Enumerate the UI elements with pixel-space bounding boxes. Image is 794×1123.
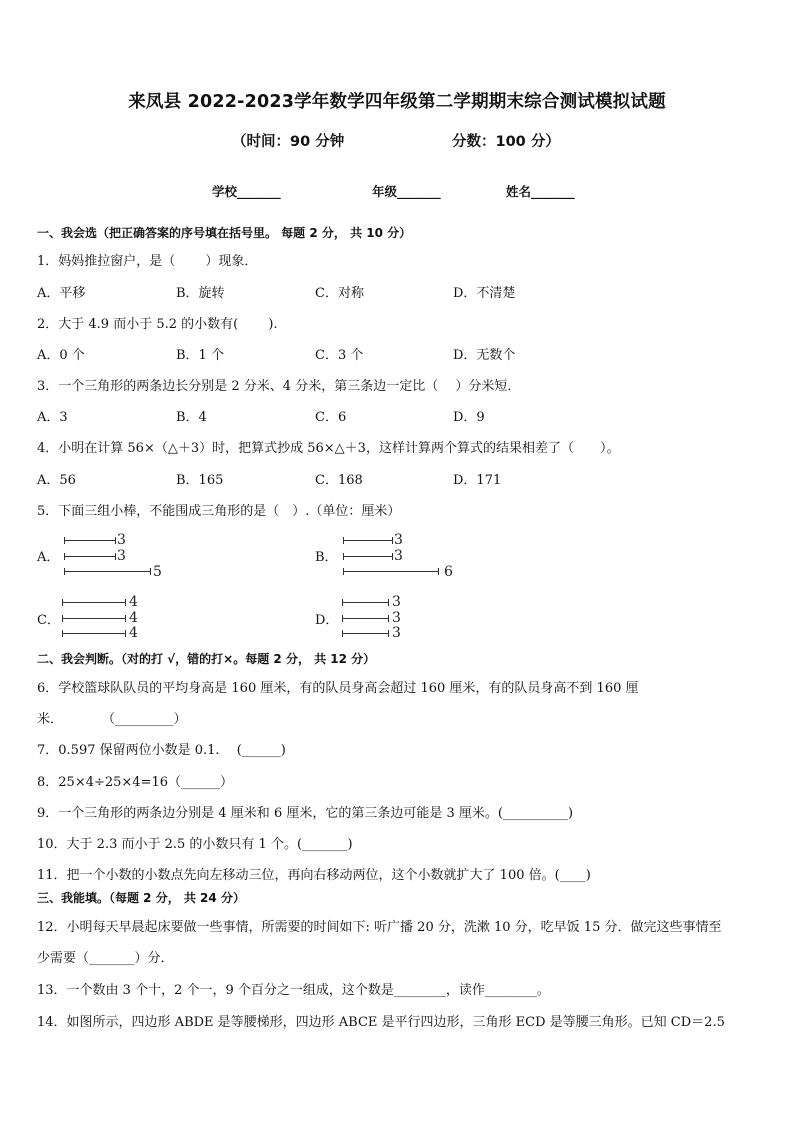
stick-length-label: 3 <box>394 548 403 564</box>
section-3-heading: 三、我能填。（每题 2 分， 共 24 分） <box>37 891 245 905</box>
stick <box>64 571 151 572</box>
q4-option-c: C．168 <box>315 473 363 488</box>
q3-option-b: B．4 <box>176 410 207 425</box>
exam-time: （时间：90 分钟 <box>232 134 345 150</box>
stick <box>343 540 393 541</box>
question-10: 10．大于 2.3 而小于 2.5 的小数只有 1 个。(_______) <box>37 837 353 852</box>
question-2: 2．大于 4.9 而小于 5.2 的小数有( ). <box>37 317 278 332</box>
stick-length-label: 3 <box>117 532 126 548</box>
q5-option-d-label: D． <box>315 613 339 628</box>
question-11: 11．把一个小数的小数点先向左移动三位，再向右移动两位，这个小数就扩大了 100 倍。(____) <box>37 868 591 883</box>
question-12-continued: 少需要（_______）分． <box>37 951 174 966</box>
stick <box>343 556 393 557</box>
stick <box>342 633 389 634</box>
section-1-heading: 一、我会选（把正确答案的序号填在括号里。 每题 2 分， 共 10 分） <box>37 226 412 240</box>
stick <box>62 618 126 619</box>
question-9: 9．一个三角形的两条边分别是 4 厘米和 6 厘米，它的第三条边可能是 3 厘米。(__________) <box>37 806 574 821</box>
stick-length-label: 3 <box>394 532 403 548</box>
q3-option-a: A．3 <box>37 410 68 425</box>
question-8: 8．25×4÷25×4=16（______） <box>37 775 234 790</box>
stick <box>342 618 389 619</box>
question-6-continued: 米． （_________） <box>37 712 187 727</box>
question-4: 4．小明在计算 56×（△＋3）时，把算式抄成 56×△＋3，这样计算两个算式的结果相差了（ ）。 <box>37 441 620 456</box>
q1-option-a: A．平移 <box>37 286 86 301</box>
stick <box>342 602 389 603</box>
name-field: 姓名_______ <box>506 184 575 199</box>
q5-option-a-label: A． <box>37 550 60 565</box>
q2-option-a: A．0 个 <box>37 348 85 363</box>
q3-option-d: D．9 <box>453 410 485 425</box>
stick <box>64 540 116 541</box>
q5-option-b-label: B． <box>315 550 338 565</box>
stick <box>64 556 116 557</box>
school-field: 学校_______ <box>212 184 281 199</box>
stick-length-label: 3 <box>117 548 126 564</box>
stick <box>343 571 439 572</box>
q2-option-d: D．无数个 <box>453 348 516 363</box>
stick-length-label: 4 <box>129 625 138 641</box>
question-14: 14．如图所示，四边形 ABDE 是等腰梯形，四边形 ABCE 是平行四边形，三角形 ECD 是等腰三角形。已知 CD＝2.5 <box>37 1015 725 1030</box>
q5-option-c-label: C． <box>37 613 60 628</box>
q4-option-b: B．165 <box>176 473 224 488</box>
q1-option-d: D．不清楚 <box>453 286 516 301</box>
question-3: 3．一个三角形的两条边长分别是 2 分米、4 分米，第三条边一定比（ ）分米短． <box>37 379 521 394</box>
q1-option-c: C．对称 <box>315 286 364 301</box>
stick-length-label: 4 <box>129 594 138 610</box>
stick-length-label: 4 <box>129 610 138 626</box>
question-12: 12．小明每天早晨起床要做一些事情，所需要的时间如下: 听广播 20 分，洗漱 10 分，吃早饭 15 分．做完这些事情至 <box>37 920 722 935</box>
question-13: 13．一个数由 3 个十，2 个一，9 个百分之一组成，这个数是________，读作________。 <box>37 983 550 998</box>
exam-score: 分数：100 分） <box>452 134 560 150</box>
q4-option-a: A．56 <box>37 473 76 488</box>
question-5: 5．下面三组小棒，不能围成三角形的是（ ）.（单位：厘米） <box>37 504 401 519</box>
stick-length-label: 5 <box>153 564 162 580</box>
q4-option-d: D．171 <box>453 473 502 488</box>
question-1: 1．妈妈推拉窗户，是（ ）现象． <box>37 254 258 269</box>
q3-option-c: C．6 <box>315 410 347 425</box>
q2-option-c: C．3 个 <box>315 348 364 363</box>
stick-length-label: 6 <box>444 564 453 580</box>
question-6: 6．学校篮球队队员的平均身高是 160 厘米，有的队员身高会超过 160 厘米，有的队员身高不到 160 厘 <box>37 681 639 696</box>
stick <box>62 633 126 634</box>
stick-length-label: 3 <box>392 594 401 610</box>
page-title: 来凤县 2022-2023学年数学四年级第二学期期末综合测试模拟试题 <box>128 92 666 112</box>
stick <box>62 602 126 603</box>
grade-field: 年级_______ <box>372 184 441 199</box>
question-7: 7．0.597 保留两位小数是 0.1. (______) <box>37 743 286 758</box>
stick-length-label: 3 <box>392 610 401 626</box>
stick-length-label: 3 <box>392 625 401 641</box>
section-2-heading: 二、我会判断。（对的打 √，错的打×。每题 2 分， 共 12 分） <box>37 652 376 666</box>
q2-option-b: B．1 个 <box>176 348 224 363</box>
q1-option-b: B．旋转 <box>176 286 225 301</box>
